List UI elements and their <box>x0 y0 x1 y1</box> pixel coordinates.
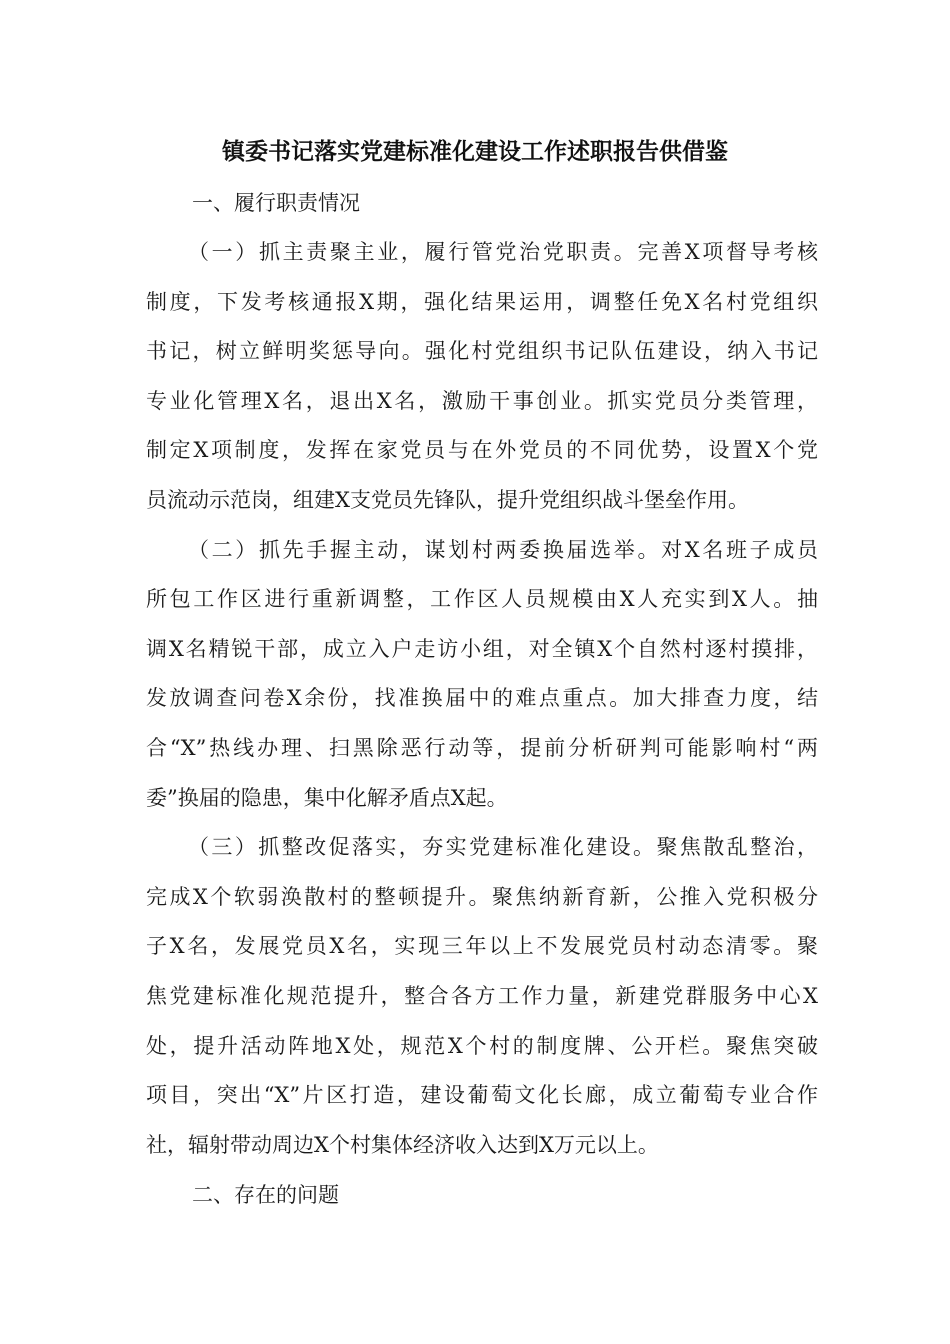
section-heading-problems: 二、存在的问题 <box>192 1183 339 1208</box>
text-line: 调X名精锐干部，成立入户走访小组，对全镇X个自然村逐村摸排， <box>146 636 818 661</box>
paragraph-1 <box>146 228 818 526</box>
section-heading-duties: 一、履行职责情况 <box>192 191 360 215</box>
text-line: （三）抓整改促落实，夯实党建标准化建设。聚焦散乱整治， <box>188 835 818 860</box>
paragraph-3 <box>146 823 818 1170</box>
text-line: （二）抓先手握主动，谋划村两委换届选举。对X名班子成员 <box>188 537 818 562</box>
text-line: 书记，树立鲜明奖惩导向。强化村党组织书记队伍建设，纳入书记 <box>146 339 818 364</box>
text-line: 员流动示范岗，组建X支党员先锋队，提升党组织战斗堡垒作用。 <box>146 487 749 512</box>
document-body <box>146 178 818 1220</box>
text-line: 制定X项制度，发挥在家党员与在外党员的不同优势，设置X个党 <box>146 438 818 463</box>
text-line: 处，提升活动阵地X处，规范X个村的制度牌、公开栏。聚焦突破 <box>146 1033 818 1058</box>
text-line: 合“X”热线办理、扫黑除恶行动等，提前分析研判可能影响村“两 <box>146 735 818 760</box>
text-line: 完成X个软弱涣散村的整顿提升。聚焦纳新育新，公推入党积极分 <box>146 884 818 909</box>
text-line: 社，辐射带动周边X个村集体经济收入达到X万元以上。 <box>146 1132 659 1157</box>
text-line: 焦党建标准化规范提升，整合各方工作力量，新建党群服务中心X <box>146 983 818 1008</box>
document-title: 镇委书记落实党建标准化建设工作述职报告供借鉴 <box>222 139 728 165</box>
text-line: 项目，突出“X”片区打造，建设葡萄文化长廊，成立葡萄专业合作 <box>146 1083 818 1108</box>
text-line: 发放调查问卷X余份，找准换届中的难点重点。加大排查力度，结 <box>146 686 818 711</box>
text-line: 所包工作区进行重新调整，工作区人员规模由X人充实到X人。抽 <box>146 587 818 612</box>
text-line: 子X名，发展党员X名，实现三年以上不发展党员村动态清零。聚 <box>146 934 818 959</box>
text-line: （一）抓主责聚主业，履行管党治党职责。完善X项督导考核 <box>188 240 818 264</box>
paragraph-2 <box>146 526 818 824</box>
text-line: 委”换届的隐患，集中化解矛盾点X起。 <box>146 785 508 810</box>
text-line: 制度，下发考核通报X期，强化结果运用，调整任免X名村党组织 <box>146 289 818 314</box>
text-line: 专业化管理X名，退出X名，激励干事创业。抓实党员分类管理， <box>146 388 818 413</box>
